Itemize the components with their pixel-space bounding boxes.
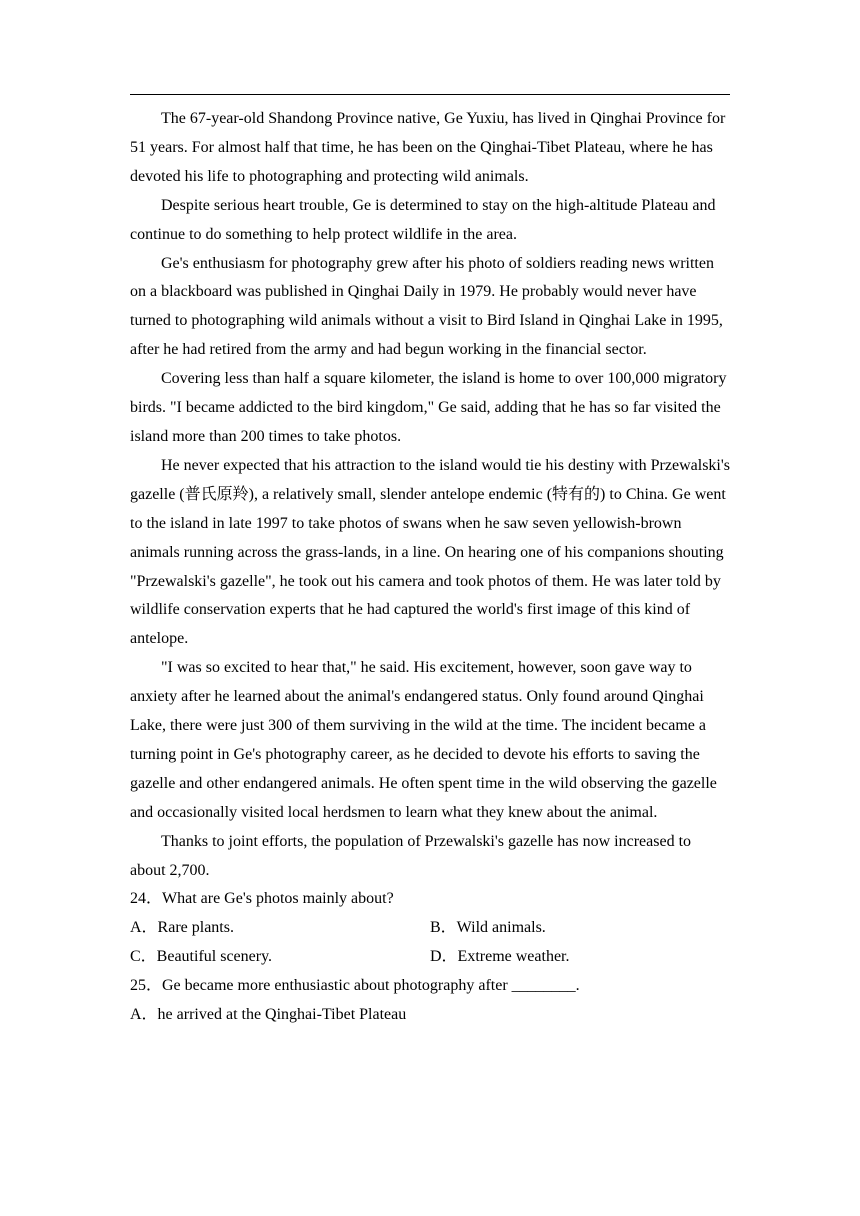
- question-24-option-b: B．Wild animals.: [430, 919, 546, 937]
- passage-paragraph-1: The 67-year-old Shandong Province native, Ge Yuxiu, has lived in Qinghai Province for 51 years. For almost half that time, he has been on the Qinghai-Tibet Plateau, where he has devoted his life to photographing and protecting wild animals.: [130, 110, 726, 185]
- question-24-option-c: C．Beautiful scenery.: [130, 948, 273, 966]
- article-body: [130, 105, 730, 1030]
- header-rule: [130, 94, 730, 95]
- question-24-option-d: D．Extreme weather.: [430, 948, 570, 966]
- question-24-options-row-2: [130, 943, 730, 972]
- passage-paragraph-5: He never expected that his attraction to the island would tie his destiny with Przewalski's gazelle (普氏原羚), a relatively small, slender antelope endemic (特有的) to China. Ge went to the island in late 1997 to take photos of swans when he saw seven yellowish-brown animals running across the grass-lands, in a line. On hearing one of his companions shouting "Przewalski's gazelle", he took out his camera and took photos of them. He was later told by wildlife conservation experts that he had captured the world's first image of this kind of antelope.: [130, 456, 730, 648]
- passage-paragraph-7: Thanks to joint efforts, the population of Przewalski's gazelle has now increased to about 2,700.: [130, 832, 692, 879]
- question-25-stem: 25．Ge became more enthusiastic about photography after ________.: [130, 977, 580, 995]
- passage-paragraph-3: Ge's enthusiasm for photography grew after his photo of soldiers reading news written on a blackboard was published in Qinghai Daily in 1979. He probably would never have turned to photographing wild animals without a visit to Bird Island in Qinghai Lake in 1995, after he had retired from the army and had begun working in the financial sector.: [130, 254, 723, 359]
- question-25-option-a: A．he arrived at the Qinghai-Tibet Plateau: [130, 1006, 407, 1024]
- question-25: [130, 972, 730, 1030]
- passage-paragraph-4: Covering less than half a square kilometer, the island is home to over 100,000 migratory birds. "I became addicted to the bird kingdom," Ge said, adding that he has so far visited the island more than 200 times to take photos.: [130, 370, 727, 445]
- question-24-option-a: A．Rare plants.: [130, 919, 234, 937]
- question-24: [130, 885, 730, 972]
- passage-paragraph-6: "I was so excited to hear that," he said. His excitement, however, soon gave way to anxiety after he learned about the animal's endangered status. Only found around Qinghai Lake, there were just 300 of them surviving in the wild at the time. The incident became a turning point in Ge's photography career, as he decided to devote his efforts to saving the gazelle and other endangered animals. He often spent time in the wild observing the gazelle and occasionally visited local herdsmen to learn what they knew about the animal.: [130, 659, 717, 821]
- question-24-options-row-1: [130, 914, 730, 943]
- question-24-stem: 24．What are Ge's photos mainly about?: [130, 890, 394, 908]
- passage-paragraph-2: Despite serious heart trouble, Ge is determined to stay on the high-altitude Plateau and continue to do something to help protect wildlife in the area.: [130, 196, 716, 243]
